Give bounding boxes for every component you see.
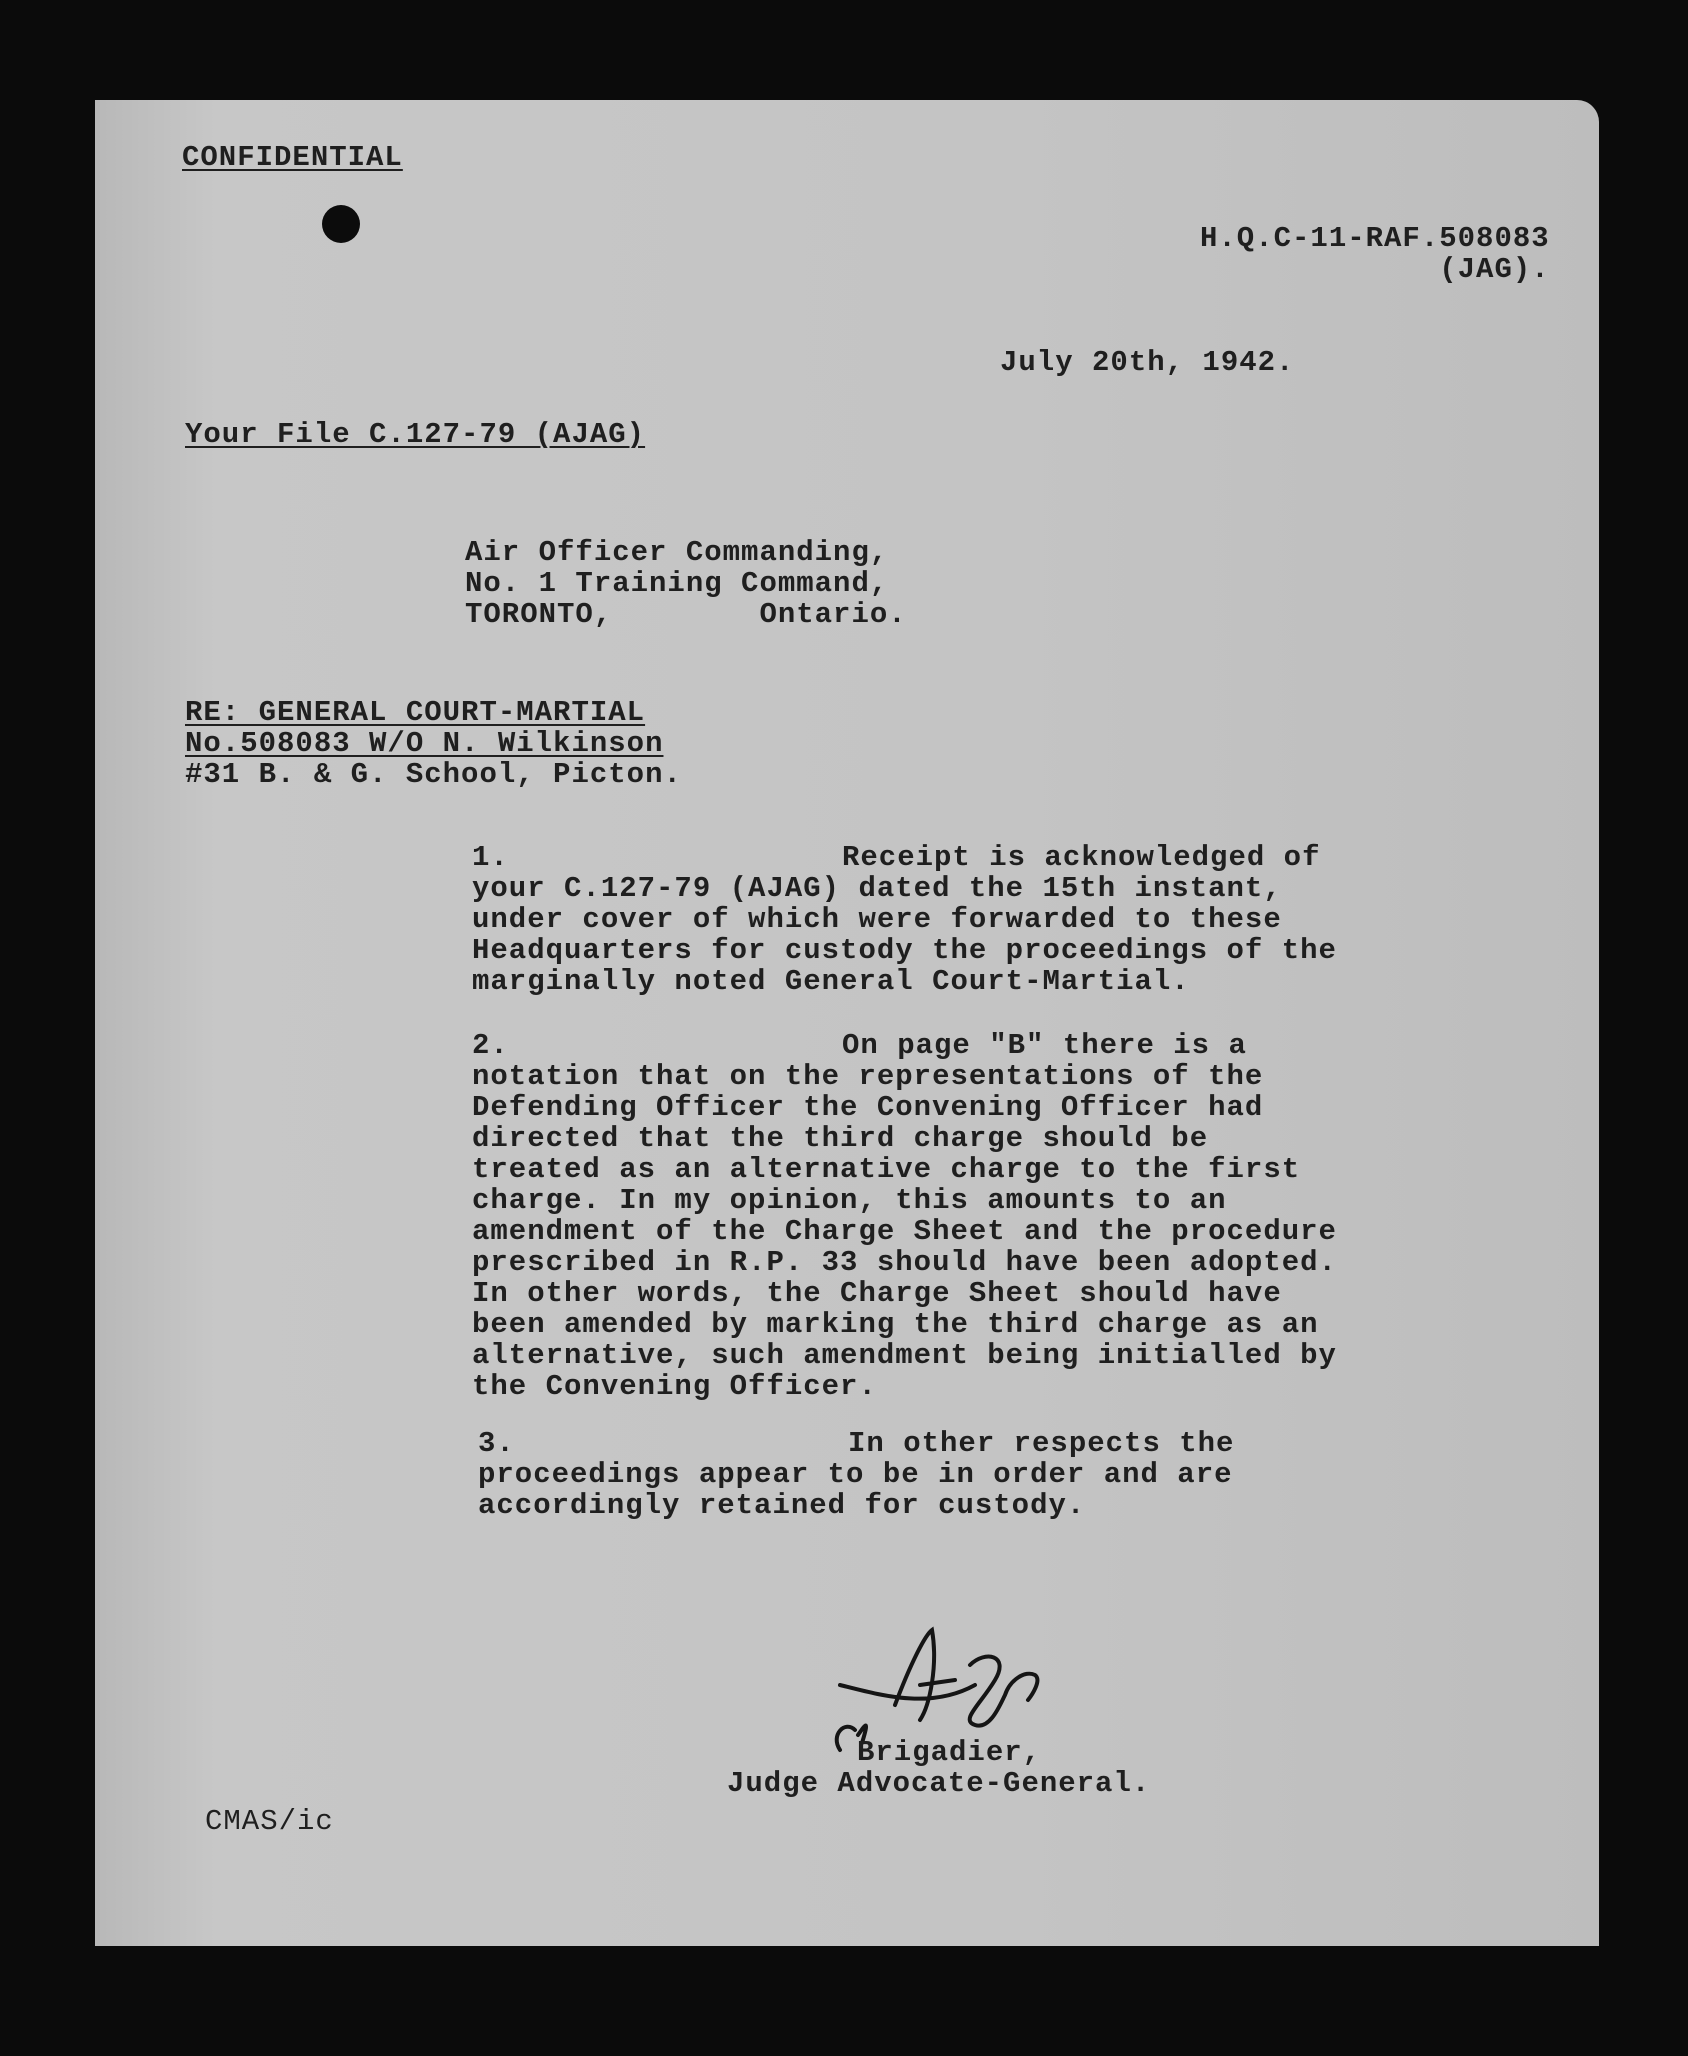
addressee-line: Air Officer Commanding, (465, 536, 889, 569)
paragraph-line: In other words, the Charge Sheet should have (472, 1277, 1282, 1310)
subject-line: No.508083 W/O N. Wilkinson (185, 727, 664, 760)
signature-office: Judge Advocate-General. (727, 1767, 1151, 1800)
paragraph-2 (472, 1030, 1352, 1402)
paragraph-line: In other respects the (848, 1427, 1235, 1460)
reference-initials: CMAS/ic (205, 1805, 334, 1838)
paragraph-line: On page "B" there is a (842, 1029, 1247, 1062)
paragraph-line: marginally noted General Court-Martial. (472, 965, 1190, 998)
letter-date: July 20th, 1942. (1000, 346, 1295, 379)
paragraph-line: prescribed in R.P. 33 should have been adopted. (472, 1246, 1337, 1279)
signature-block (727, 1737, 1150, 1799)
paragraph-line: notation that on the representations of the (472, 1060, 1264, 1093)
paragraph-line: your C.127-79 (AJAG) dated the 15th instant, (472, 872, 1282, 905)
classification-label: CONFIDENTIAL (182, 141, 403, 174)
paragraph-line: proceedings appear to be in order and are (478, 1458, 1233, 1491)
paragraph-line: treated as an alternative charge to the first (472, 1153, 1301, 1186)
paragraph-line: amendment of the Charge Sheet and the procedure (472, 1215, 1337, 1248)
subject-block (185, 697, 682, 790)
addressee-block (465, 537, 907, 630)
addressee-line: No. 1 Training Command, (465, 567, 889, 600)
paragraph-1 (472, 842, 1352, 997)
your-file-reference: Your File C.127-79 (AJAG) (185, 418, 646, 451)
addressee-line: TORONTO, Ontario. (465, 598, 907, 631)
paragraph-number: 2. (472, 1029, 509, 1062)
paragraph-line: alternative, such amendment being initialled by (472, 1339, 1337, 1372)
file-reference-line: H.Q.C-11-RAF.508083 (1200, 222, 1550, 255)
paragraph-line: Receipt is acknowledged of (842, 841, 1321, 874)
paragraph-number: 1. (472, 841, 509, 874)
paragraph-line: charge. In my opinion, this amounts to an (472, 1184, 1227, 1217)
paragraph-line: Defending Officer the Convening Officer had (472, 1091, 1264, 1124)
file-reference (1200, 223, 1550, 285)
subject-line: #31 B. & G. School, Picton. (185, 758, 682, 791)
paragraph-number: 3. (478, 1427, 515, 1460)
subject-line: RE: GENERAL COURT-MARTIAL (185, 696, 646, 729)
paragraph-line: the Convening Officer. (472, 1370, 877, 1403)
punch-hole (322, 205, 360, 243)
file-reference-line: (JAG). (1439, 253, 1550, 286)
paragraph-line: directed that the third charge should be (472, 1122, 1209, 1155)
paragraph-line: been amended by marking the third charge as an (472, 1308, 1319, 1341)
paragraph-line: under cover of which were forwarded to these (472, 903, 1282, 936)
signature-rank: Brigadier, (857, 1736, 1042, 1769)
paragraph-line: accordingly retained for custody. (478, 1489, 1086, 1522)
paragraph-3 (478, 1428, 1358, 1521)
paragraph-line: Headquarters for custody the proceedings of the (472, 934, 1337, 967)
